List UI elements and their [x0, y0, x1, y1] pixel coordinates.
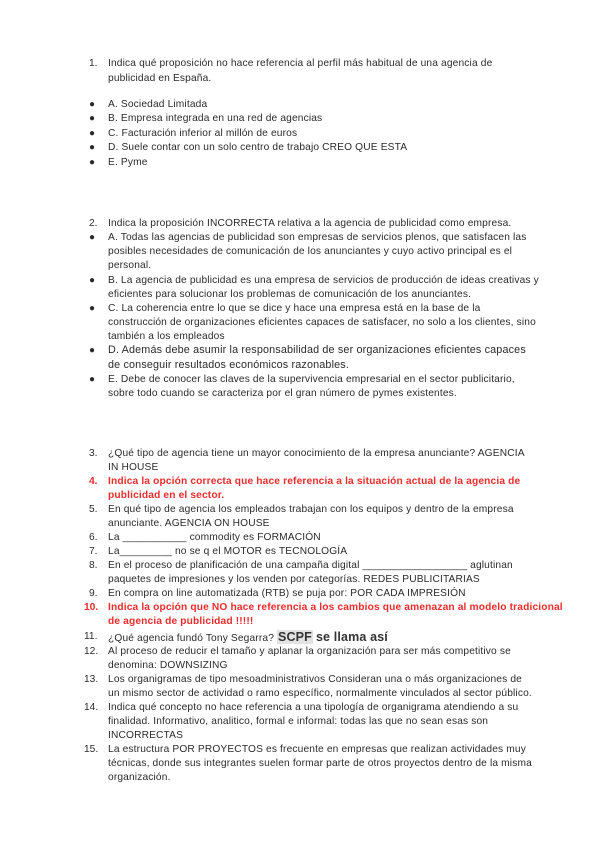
- question-text: Indica qué concepto no hace referencia a una tipología de organigrama atendiendo a su: [108, 702, 519, 713]
- question-number: 7.: [89, 546, 98, 557]
- question-text: En el proceso de planificación de una campaña digital __________________ aglutinan: [108, 560, 513, 571]
- question-text: Indica la opción correcta que hace referencia a la situación actual de la agencia de: [108, 476, 521, 487]
- highlighted-answer: SCPF: [278, 630, 312, 644]
- question-text: publicidad en el sector.: [108, 490, 225, 501]
- option-text: C. Facturación inferior al millón de euros: [108, 128, 298, 139]
- answer-note: se llama así: [315, 630, 388, 644]
- option-text: personal.: [108, 260, 152, 271]
- question-text: finalidad. Informativo, analitico, formal e informal: todas las que no sean esas son: [108, 716, 489, 727]
- bullet-icon: ●: [89, 232, 96, 243]
- bullet-icon: ●: [89, 128, 96, 139]
- question-number: 3.: [89, 448, 98, 459]
- question-text: En compra on line automatizada (RTB) se puja por: POR CADA IMPRESIÓN: [108, 588, 466, 599]
- bullet-icon: ●: [89, 275, 96, 286]
- question-number: 1.: [89, 58, 98, 69]
- question-number: 15.: [84, 744, 99, 755]
- question-text: En qué tipo de agencia los empleados trabajan con los equipos y dentro de la empresa: [108, 504, 514, 515]
- question-text: La estructura POR PROYECTOS es frecuente en empresas que realizan actividades muy: [108, 744, 526, 755]
- option-text: también a los empleados: [108, 331, 225, 342]
- option-text: E. Pyme: [108, 157, 148, 168]
- option-text: A. Sociedad Limitada: [108, 99, 208, 110]
- question-number: 8.: [89, 560, 98, 571]
- option-text: eficientes para solucionar los problemas de comunicación de los anunciantes.: [108, 289, 472, 300]
- question-number: 11.: [84, 631, 98, 642]
- question-number: 10.: [84, 602, 99, 613]
- option-text: construcción de organizaciones eficientes capaces de satisfacer, no solo a los clientes, sino: [108, 317, 536, 328]
- option-text: sobre todo cuando se caracteriza por el gran número de pymes existentes.: [108, 388, 457, 399]
- question-number: 6.: [89, 532, 98, 543]
- question-text: Al proceso de reducir el tamaño y aplanar la organización para ser más competitivo se: [108, 646, 511, 657]
- option-text: A. Todas las agencias de publicidad son empresas de servicios plenos, que satisfacen las: [108, 232, 527, 243]
- bullet-icon: ●: [89, 142, 96, 153]
- option-text: E. Debe de conocer las claves de la supervivencia empresarial en el sector publicitario,: [108, 374, 515, 385]
- option-text: D. Además debe asumir la responsabilidad de ser organizaciones eficientes capaces: [108, 344, 526, 356]
- question-text: La ___________ commodity es FORMACIÓN: [108, 532, 321, 543]
- bullet-icon: ●: [89, 303, 96, 314]
- question-number: 12.: [84, 646, 99, 657]
- question-text: de agencia de publicidad !!!!!: [108, 616, 254, 627]
- question-text: un mismo sector de actividad o ramo específico, normalmente vinculados al sector público.: [108, 688, 532, 699]
- question-number: 2.: [89, 218, 98, 229]
- question-number: 4.: [89, 476, 98, 487]
- question-text: INCORRECTAS: [108, 730, 184, 741]
- question-text: IN HOUSE: [108, 462, 159, 473]
- question-text: Los organigramas de tipo mesoadministrativos Consideran una o más organizaciones de: [108, 674, 522, 685]
- option-text: B. Empresa integrada en una red de agencias: [108, 113, 323, 124]
- question-prompt: ¿Qué agencia fundó Tony Segarra?: [108, 633, 275, 644]
- bullet-icon: ●: [89, 99, 96, 110]
- question-text: paquetes de impresiones y los venden por categorías. REDES PUBLICITARIAS: [108, 574, 480, 585]
- question-text: Indica qué proposición no hace referencia al perfil más habitual de una agencia de: [108, 58, 493, 69]
- question-text: publicidad en España.: [108, 73, 212, 84]
- question-text: denomina: DOWNSIZING: [108, 660, 228, 671]
- question-text: anunciante. AGENCIA ON HOUSE: [108, 518, 270, 529]
- bullet-icon: ●: [89, 113, 96, 124]
- question-text: ¿Qué tipo de agencia tiene un mayor conocimiento de la empresa anunciante? AGENCIA: [108, 448, 525, 459]
- question-text: Indica la opción que NO hace referencia a los cambios que amenazan al modelo tradicional: [108, 602, 563, 613]
- question-number: 9.: [89, 588, 98, 599]
- bullet-icon: ●: [89, 157, 96, 168]
- question-text: La_________ no se q el MOTOR es TECNOLOGÍA: [108, 546, 348, 557]
- option-text: C. La coherencia entre lo que se dice y hace una empresa está en la base de la: [108, 303, 481, 314]
- question-text: técnicas, donde sus integrantes suelen formar parte de otros proyectos dentro de la misma: [108, 758, 532, 769]
- question-number: 5.: [89, 504, 98, 515]
- bullet-icon: ●: [89, 345, 96, 356]
- question-number: 14.: [84, 702, 99, 713]
- question-text: Indica la proposición INCORRECTA relativa a la agencia de publicidad como empresa.: [108, 218, 512, 229]
- option-text: posibles necesidades de comunicación de los anunciantes y cuyo activo principal es el: [108, 246, 513, 257]
- question-text: organización.: [108, 772, 171, 783]
- bullet-icon: ●: [89, 374, 96, 385]
- option-text: de conseguir resultados económicos razonables.: [108, 359, 349, 371]
- question-number: 13.: [84, 674, 99, 685]
- option-text: B. La agencia de publicidad es una empresa de servicios de producción de ideas creativas y: [108, 275, 539, 286]
- option-text: D. Suele contar con un solo centro de trabajo CREO QUE ESTA: [108, 142, 408, 153]
